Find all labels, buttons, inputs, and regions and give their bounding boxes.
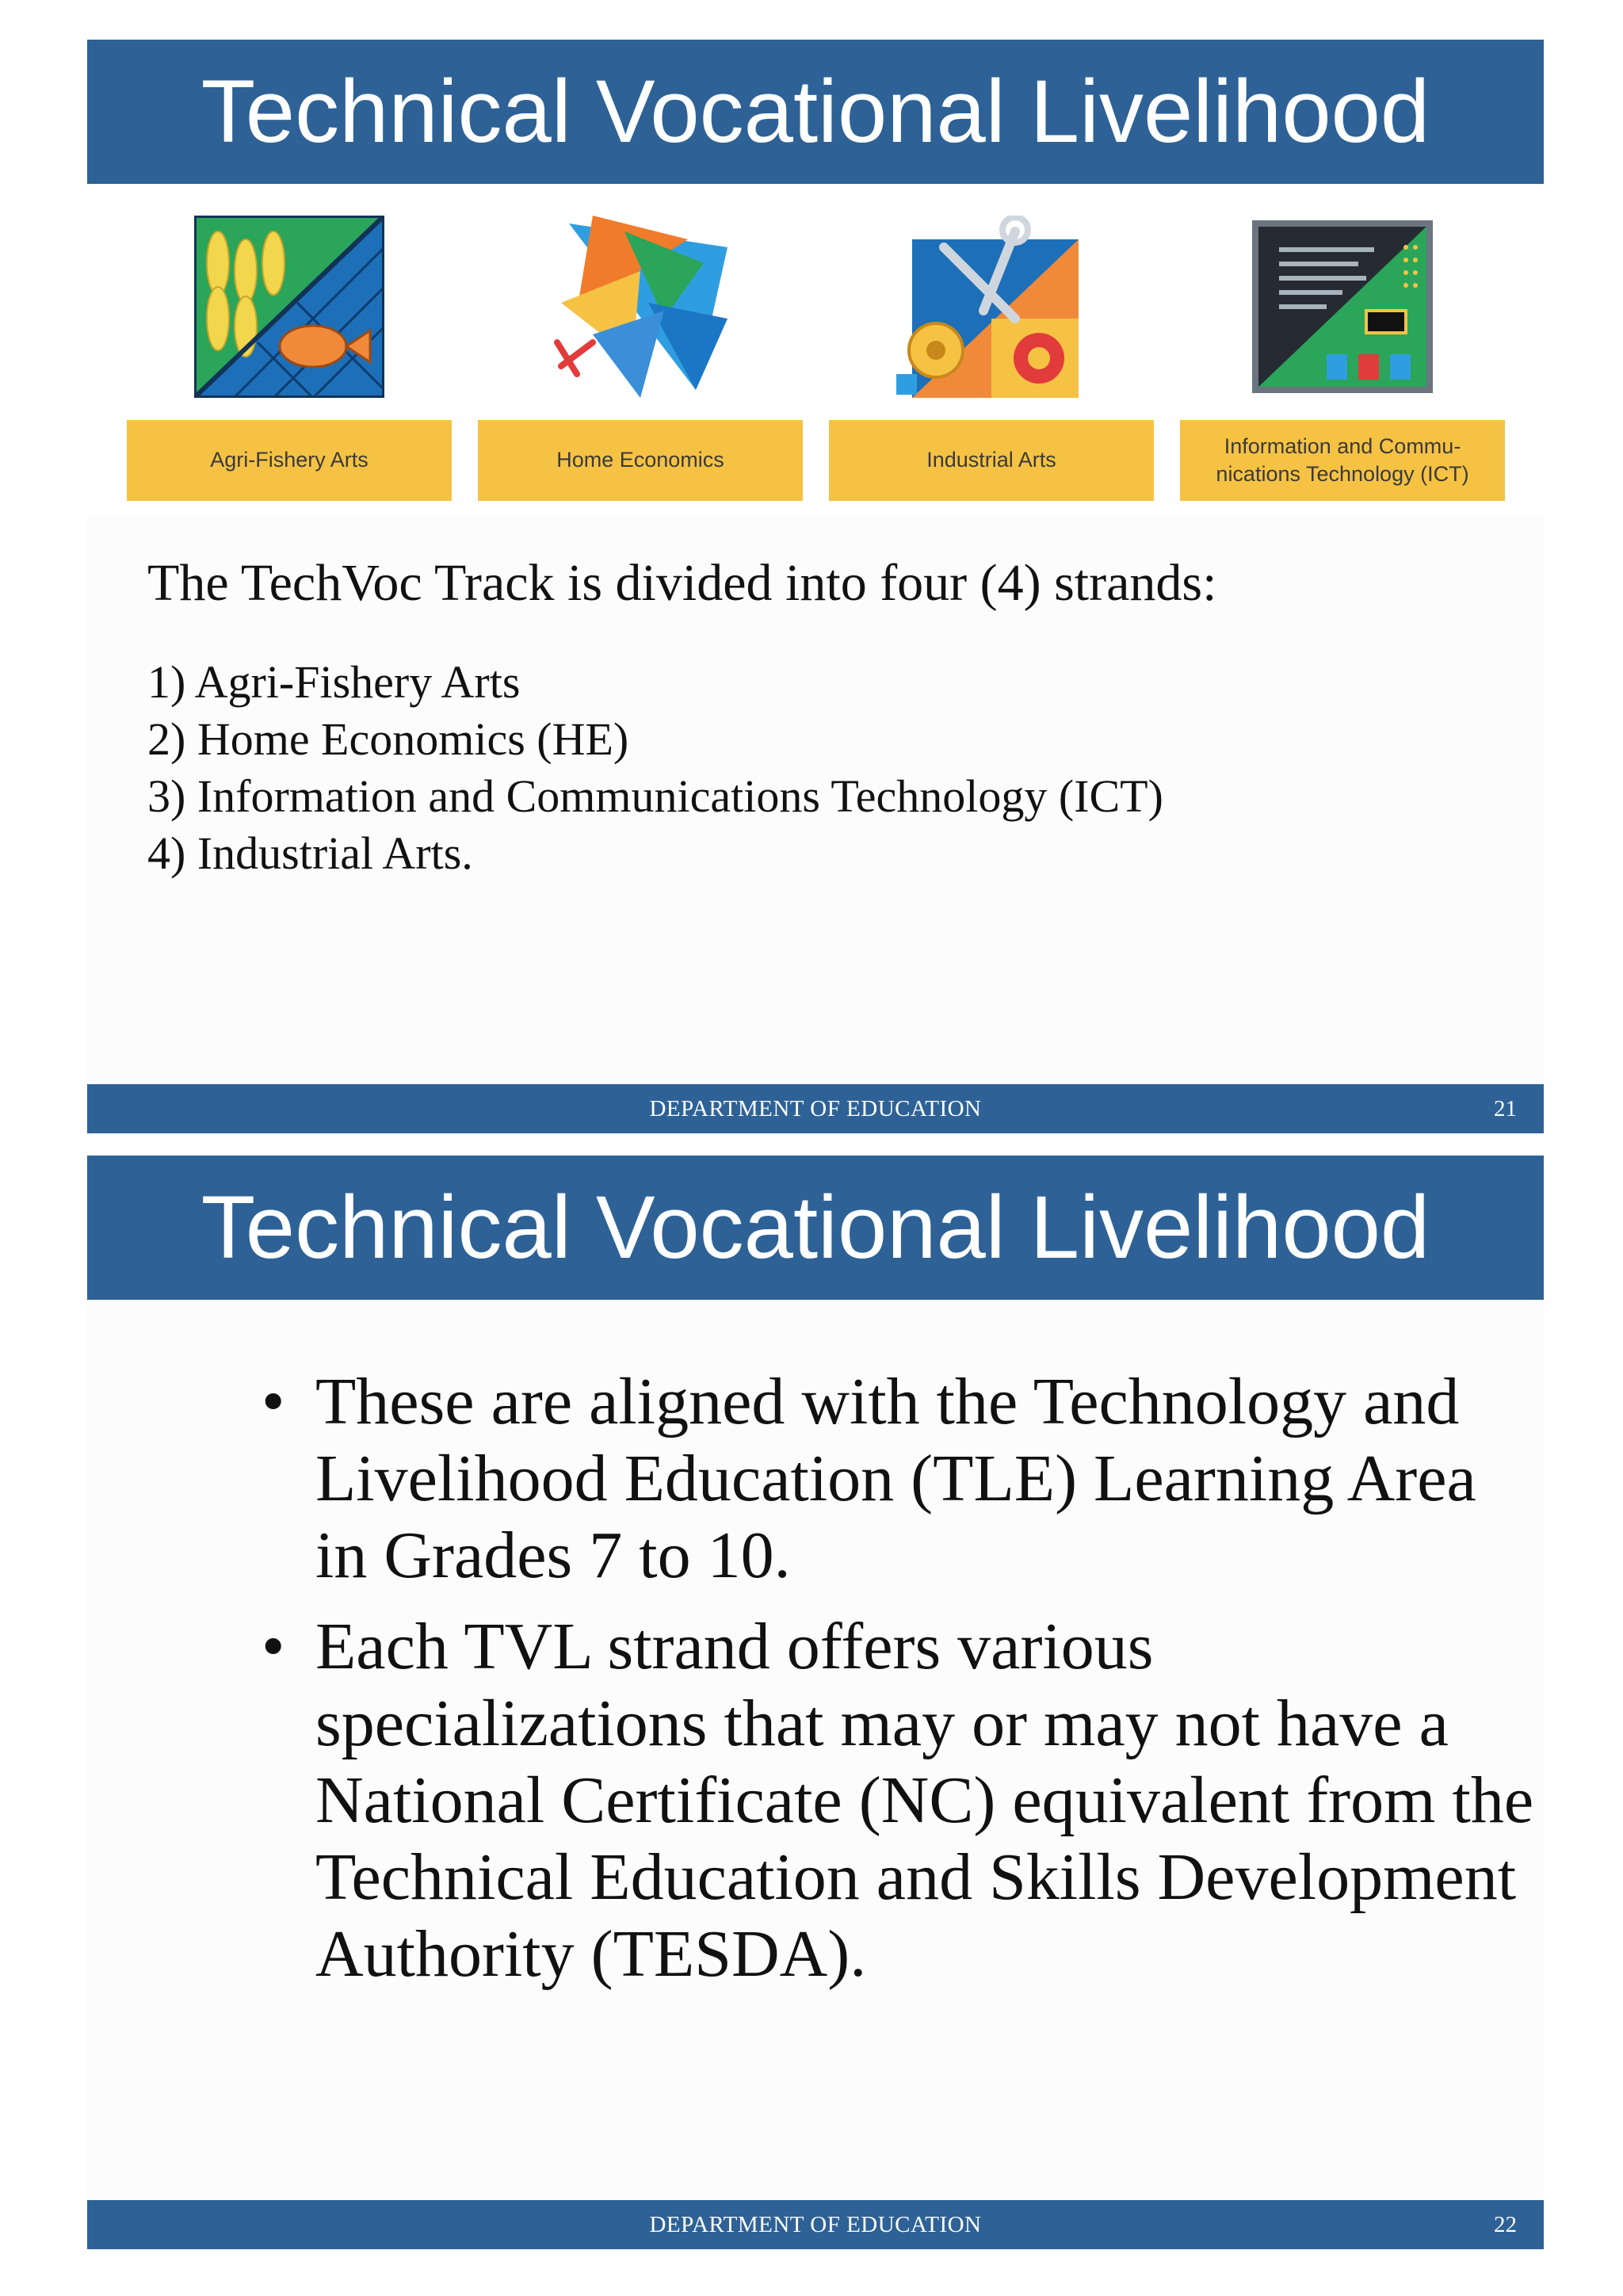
list-item: 3) Information and Communications Technology (ICT) — [147, 770, 1163, 822]
slide-21 — [87, 40, 1544, 1133]
strands-panel — [87, 184, 1544, 517]
slide-footer — [87, 1084, 1544, 1133]
bullet-icon: • — [262, 1610, 285, 1683]
bullet-item — [174, 1608, 1537, 1992]
page-number: 22 — [1494, 2212, 1517, 2237]
slide-title-bar — [87, 40, 1544, 184]
footer-org-name: DEPARTMENT OF EDUCATION — [649, 2212, 982, 2237]
strand-card-agri-fishery — [127, 184, 452, 517]
list-item: 4) Industrial Arts. — [147, 827, 473, 879]
strand-label: Industrial Arts — [829, 420, 1154, 501]
agri-fishery-icon — [194, 216, 384, 398]
ict-icon — [1247, 216, 1438, 398]
strand-list — [147, 654, 1163, 882]
slide-title-bar — [87, 1156, 1544, 1300]
strand-card-industrial-arts — [829, 184, 1154, 517]
slide-title: Technical Vocational Livelihood — [200, 62, 1430, 161]
strand-label: Information and Commu-nications Technology (ICT) — [1180, 420, 1505, 501]
slide-title: Technical Vocational Livelihood — [200, 1178, 1430, 1277]
bullet-list — [174, 1363, 1537, 2007]
strand-card-home-economics — [478, 184, 803, 517]
home-economics-icon — [545, 216, 735, 398]
strand-label: Agri-Fishery Arts — [127, 420, 452, 501]
industrial-arts-icon — [896, 216, 1086, 398]
bullet-item — [174, 1363, 1537, 1594]
strand-card-ict — [1180, 184, 1505, 517]
bullet-text: Each TVL strand offers various specializations that may or may not have a National Certificate (NC) equivalent from the Technical Education and Skills Development Authority (TESDA). — [315, 1610, 1534, 1991]
bullet-text: These are aligned with the Technology and Livelihood Education (TLE) Learning Area in Grades 7 to 10. — [315, 1365, 1476, 1592]
page-number: 21 — [1494, 1096, 1517, 1121]
slide-footer — [87, 2200, 1544, 2249]
footer-org-name: DEPARTMENT OF EDUCATION — [649, 1096, 982, 1121]
list-item: 1) Agri-Fishery Arts — [147, 656, 521, 708]
list-item: 2) Home Economics (HE) — [147, 713, 629, 765]
bullet-icon: • — [262, 1365, 285, 1438]
intro-text: The TechVoc Track is divided into four (4) strands: — [147, 554, 1217, 612]
slide-22 — [87, 1156, 1544, 2249]
strand-label: Home Economics — [478, 420, 803, 501]
